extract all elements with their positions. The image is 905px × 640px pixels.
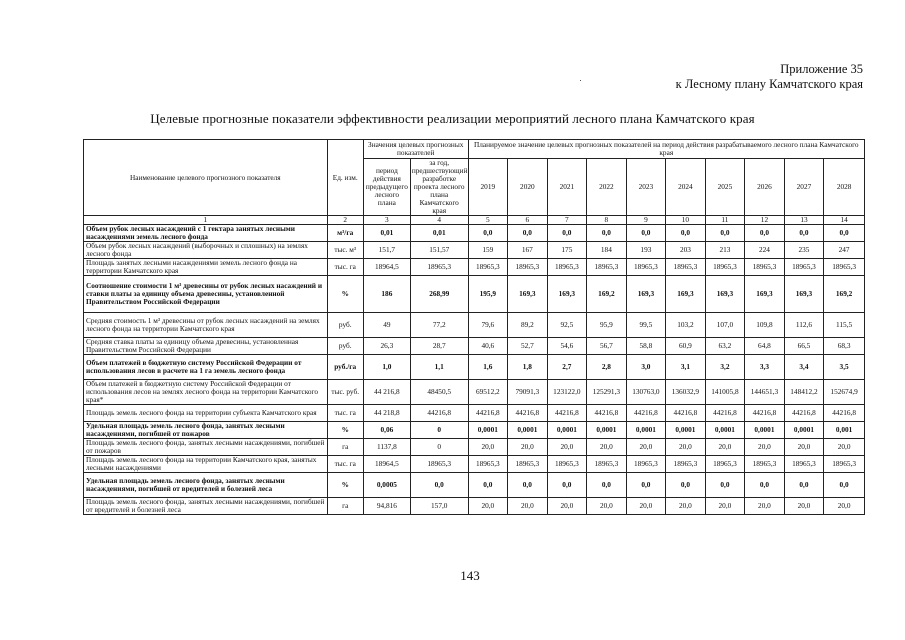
indicator-value: 0,0001	[784, 422, 824, 439]
indicator-value: 109,8	[745, 313, 785, 338]
indicator-unit: тыс. га	[327, 456, 363, 473]
indicator-value: 0,0	[468, 473, 508, 498]
table-row	[84, 259, 865, 276]
indicator-value: 115,5	[824, 313, 865, 338]
indicator-value: 3,1	[666, 355, 706, 380]
table-header	[84, 140, 865, 225]
column-number: 9	[626, 216, 666, 225]
indicator-value: 52,7	[508, 338, 548, 355]
indicator-value: 0,0	[666, 473, 706, 498]
indicator-value: 0	[410, 439, 468, 456]
indicator-value: 18965,3	[547, 456, 587, 473]
indicator-value: 169,3	[508, 276, 548, 313]
indicator-value: 20,0	[666, 439, 706, 456]
table-row	[84, 439, 865, 456]
indicator-value: 18965,3	[705, 259, 745, 276]
indicator-unit: %	[327, 276, 363, 313]
indicator-value: 213	[705, 242, 745, 259]
indicator-value: 18965,3	[410, 456, 468, 473]
indicator-value: 18965,3	[468, 456, 508, 473]
indicator-value: 20,0	[547, 439, 587, 456]
indicator-value: 44216,8	[824, 405, 865, 422]
header-year-before: за год, предшествующий разработке проекта лесного плана Камчатского края	[411, 158, 468, 215]
indicator-value: 0,0001	[705, 422, 745, 439]
indicator-value: 20,0	[824, 498, 865, 515]
indicator-value: 18964,5	[363, 456, 410, 473]
indicator-value: 0,0001	[626, 422, 666, 439]
header-year: 2024	[666, 159, 706, 216]
indicator-value: 20,0	[468, 439, 508, 456]
indicator-value: 20,0	[666, 498, 706, 515]
indicator-value: 20,0	[745, 439, 785, 456]
indicator-name: Площадь земель лесного фонда, занятых лесными насаждениями, погибшей от пожаров	[84, 439, 328, 456]
indicator-value: 169,3	[705, 276, 745, 313]
indicator-value: 103,2	[666, 313, 706, 338]
indicator-value: 77,2	[410, 313, 468, 338]
indicator-value: 1137,8	[363, 439, 410, 456]
indicator-name: Объем платежей в бюджетную систему Российской Федерации от использования лесов в расчете на 1 га земель лесного фонда	[84, 355, 328, 380]
indicator-value: 159	[468, 242, 508, 259]
indicator-unit: га	[327, 439, 363, 456]
indicator-value: 18965,3	[784, 456, 824, 473]
indicator-value: 20,0	[508, 439, 548, 456]
indicator-value: 18965,3	[666, 456, 706, 473]
indicator-value: 20,0	[547, 498, 587, 515]
indicator-value: 2,8	[587, 355, 627, 380]
indicator-value: 18965,3	[745, 456, 785, 473]
indicator-value: 44216,8	[587, 405, 627, 422]
indicator-value: 20,0	[784, 498, 824, 515]
indicator-value: 3,2	[705, 355, 745, 380]
indicator-value: 141005,8	[705, 380, 745, 405]
indicator-value: 0,0	[705, 473, 745, 498]
indicator-value: 79,6	[468, 313, 508, 338]
indicator-value: 20,0	[626, 439, 666, 456]
indicator-value: 169,3	[784, 276, 824, 313]
header-year: 2025	[705, 159, 745, 216]
indicator-value: 0,0	[508, 225, 548, 242]
indicator-value: 54,6	[547, 338, 587, 355]
indicator-value: 20,0	[587, 439, 627, 456]
indicator-value: 148412,2	[784, 380, 824, 405]
indicator-unit: руб.	[327, 338, 363, 355]
indicator-value: 95,9	[587, 313, 627, 338]
indicator-value: 151,57	[410, 242, 468, 259]
indicator-unit: руб.	[327, 313, 363, 338]
indicator-value: 169,3	[547, 276, 587, 313]
indicator-value: 0,01	[410, 225, 468, 242]
indicator-value: 0,0	[824, 473, 865, 498]
column-number: 3	[363, 216, 410, 225]
indicator-value: 125291,3	[587, 380, 627, 405]
header-previous-period: период действия предыдущего лесного плана	[363, 159, 410, 216]
column-number: 11	[705, 216, 745, 225]
indicator-value: 58,8	[626, 338, 666, 355]
indicator-value: 3,5	[824, 355, 865, 380]
indicator-name: Удельная площадь земель лесного фонда, занятых лесными насаждениями, погибшей от вредителей и болезней леса	[84, 473, 328, 498]
table-row	[84, 422, 865, 439]
indicator-value: 18965,3	[745, 259, 785, 276]
indicator-value: 0,0	[626, 225, 666, 242]
header-unit: Ед. изм.	[327, 140, 363, 216]
indicator-value: 2,7	[547, 355, 587, 380]
indicator-value: 0,0	[547, 473, 587, 498]
indicator-value: 0,0	[784, 225, 824, 242]
indicator-value: 56,7	[587, 338, 627, 355]
header-year: 2026	[745, 159, 785, 216]
column-number: 8	[587, 216, 627, 225]
indicator-value: 0,0001	[745, 422, 785, 439]
appendix-number: Приложение 35	[780, 62, 863, 76]
indicator-value: 92,5	[547, 313, 587, 338]
indicator-value: 20,0	[705, 498, 745, 515]
indicator-value: 44 218,8	[363, 405, 410, 422]
indicator-name: Площадь земель лесного фонда на территории субъекта Камчатского края	[84, 405, 328, 422]
indicator-unit: %	[327, 422, 363, 439]
indicator-unit: тыс. м³	[327, 242, 363, 259]
indicator-value: 20,0	[626, 498, 666, 515]
indicator-value: 186	[363, 276, 410, 313]
indicator-value: 18965,3	[587, 259, 627, 276]
indicator-value: 44216,8	[666, 405, 706, 422]
page-number: 143	[460, 568, 480, 583]
indicator-value: 151,7	[363, 242, 410, 259]
indicator-name: Удельная площадь земель лесного фонда, занятых лесными насаждениями, погибшей от пожаров	[84, 422, 328, 439]
indicator-value: 136032,9	[666, 380, 706, 405]
indicator-value: 18965,3	[468, 259, 508, 276]
indicator-value: 224	[745, 242, 785, 259]
indicator-value: 0,0	[587, 225, 627, 242]
column-number: 5	[468, 216, 508, 225]
indicator-value: 44216,8	[784, 405, 824, 422]
header-values-group: Значения целевых прогнозных показателей	[363, 140, 468, 159]
indicator-value: 175	[547, 242, 587, 259]
indicator-unit: га	[327, 498, 363, 515]
indicator-value: 268,99	[410, 276, 468, 313]
indicator-value: 94,816	[363, 498, 410, 515]
indicator-value: 169,2	[824, 276, 865, 313]
indicator-value: 44216,8	[508, 405, 548, 422]
indicator-value: 20,0	[705, 439, 745, 456]
table-row	[84, 456, 865, 473]
indicator-value: 0,0	[784, 473, 824, 498]
indicator-value: 0,0	[547, 225, 587, 242]
table-row	[84, 498, 865, 515]
indicator-value: 0,0001	[666, 422, 706, 439]
indicator-value: 130763,0	[626, 380, 666, 405]
column-number: 10	[666, 216, 706, 225]
indicator-value: 44216,8	[626, 405, 666, 422]
document-title: Целевые прогнозные показатели эффективности реализации мероприятий лесного плана Камчатского края	[150, 111, 755, 126]
indicator-name: Объем рубок лесных насаждений с 1 гектара занятых лесными насаждениями земель лесного фонда	[84, 225, 328, 242]
indicator-value: 0,0	[626, 473, 666, 498]
indicator-value: 1,6	[468, 355, 508, 380]
indicator-value: 66,5	[784, 338, 824, 355]
indicator-value: 0,0001	[508, 422, 548, 439]
indicator-value: 18965,3	[587, 456, 627, 473]
indicator-name: Объем рубок лесных насаждений (выборочных и сплошных) на землях лесного фонда	[84, 242, 328, 259]
indicator-value: 157,0	[410, 498, 468, 515]
indicator-value: 20,0	[508, 498, 548, 515]
indicator-name: Средняя ставка платы за единицу объема древесины, установленная Правительством Российской Федерации	[84, 338, 328, 355]
indicator-value: 89,2	[508, 313, 548, 338]
indicator-value: 1,1	[410, 355, 468, 380]
indicator-name: Площадь занятых лесными насаждениями земель лесного фонда на территории Камчатского края	[84, 259, 328, 276]
indicator-value: 123122,0	[547, 380, 587, 405]
table-row	[84, 242, 865, 259]
indicator-value: 79091,3	[508, 380, 548, 405]
indicator-unit: м³/га	[327, 225, 363, 242]
indicator-value: 20,0	[745, 498, 785, 515]
header-year: 2022	[587, 159, 627, 216]
indicator-value: 1,0	[363, 355, 410, 380]
indicator-value: 0,06	[363, 422, 410, 439]
indicator-value: 1,8	[508, 355, 548, 380]
indicator-value: 193	[626, 242, 666, 259]
indicator-value: 44 216,8	[363, 380, 410, 405]
indicator-value: 44216,8	[705, 405, 745, 422]
indicator-value: 0,0	[468, 225, 508, 242]
indicator-value: 44216,8	[410, 405, 468, 422]
indicator-value: 144651,3	[745, 380, 785, 405]
indicator-value: 169,3	[626, 276, 666, 313]
indicator-value: 99,5	[626, 313, 666, 338]
indicator-value: 107,0	[705, 313, 745, 338]
indicator-value: 18964,5	[363, 259, 410, 276]
indicator-value: 0,0	[745, 473, 785, 498]
indicator-value: 40,6	[468, 338, 508, 355]
indicator-unit: тыс. га	[327, 259, 363, 276]
indicator-value: 69512,2	[468, 380, 508, 405]
table-row	[84, 405, 865, 422]
indicator-name: Площадь земель лесного фонда, занятых лесными насаждениями, погибшей от вредителей и болезней леса	[84, 498, 328, 515]
indicator-value: 18965,3	[784, 259, 824, 276]
indicator-value: 18965,3	[824, 456, 865, 473]
indicator-value: 167	[508, 242, 548, 259]
indicator-value: 0,0	[666, 225, 706, 242]
indicator-value: 18965,3	[508, 456, 548, 473]
table-row	[84, 380, 865, 405]
indicator-name: Средняя стоимость 1 м³ древесины от рубок лесных насаждений на землях лесного фонда на территории Камчатского края	[84, 313, 328, 338]
indicator-value: 0,0	[705, 225, 745, 242]
indicator-value: 0,0001	[587, 422, 627, 439]
indicator-unit: руб./га	[327, 355, 363, 380]
table-row	[84, 338, 865, 355]
indicator-value: 18965,3	[626, 456, 666, 473]
indicator-value: 3,0	[626, 355, 666, 380]
header-indicator-name: Наименование целевого прогнозного показателя	[84, 140, 328, 216]
table-row	[84, 313, 865, 338]
indicator-value: 63,2	[705, 338, 745, 355]
indicator-value: 18965,3	[824, 259, 865, 276]
indicator-value: 112,6	[784, 313, 824, 338]
indicator-value: 169,2	[587, 276, 627, 313]
indicator-value: 0,0	[824, 225, 865, 242]
indicator-value: 0,0005	[363, 473, 410, 498]
indicator-value: 0,0001	[547, 422, 587, 439]
column-number: 1	[84, 216, 328, 225]
indicator-name: Соотношение стоимости 1 м³ древесины от рубок лесных насаждений и ставки платы за единицу объема древесины, установленной Правительством Российской Федерации	[84, 276, 328, 313]
indicator-value: 60,9	[666, 338, 706, 355]
indicator-value: 18965,3	[547, 259, 587, 276]
indicator-value: 0,0	[410, 473, 468, 498]
table-row	[84, 225, 865, 242]
indicator-value: 169,3	[666, 276, 706, 313]
indicator-value: 44216,8	[468, 405, 508, 422]
indicator-value: 195,9	[468, 276, 508, 313]
indicators-table	[83, 139, 865, 515]
indicator-value: 3,3	[745, 355, 785, 380]
indicator-value: 18965,3	[705, 456, 745, 473]
indicator-unit: тыс. га	[327, 405, 363, 422]
column-number: 6	[508, 216, 548, 225]
header-year: 2019	[468, 159, 508, 216]
indicator-value: 18965,3	[626, 259, 666, 276]
scan-speck	[580, 80, 581, 81]
indicator-value: 3,4	[784, 355, 824, 380]
table-row	[84, 473, 865, 498]
indicator-value: 20,0	[784, 439, 824, 456]
indicator-value: 44216,8	[547, 405, 587, 422]
indicator-value: 18965,3	[508, 259, 548, 276]
indicator-name: Объем платежей в бюджетную систему Российской Федерации от использования лесов на землях лесного фонда на территории Камчатского края*	[84, 380, 328, 405]
header-year: 2027	[784, 159, 824, 216]
indicator-value: 184	[587, 242, 627, 259]
indicator-value: 0,0	[745, 225, 785, 242]
column-number: 2	[327, 216, 363, 225]
indicator-value: 28,7	[410, 338, 468, 355]
indicator-value: 20,0	[587, 498, 627, 515]
indicator-value: 20,0	[468, 498, 508, 515]
indicator-unit: тыс. руб.	[327, 380, 363, 405]
indicator-value: 18965,3	[410, 259, 468, 276]
column-number: 13	[784, 216, 824, 225]
indicator-value: 0	[410, 422, 468, 439]
indicator-value: 169,3	[745, 276, 785, 313]
indicator-value: 64,8	[745, 338, 785, 355]
indicator-value: 18965,3	[666, 259, 706, 276]
indicator-unit: %	[327, 473, 363, 498]
column-number: 7	[547, 216, 587, 225]
indicator-value: 235	[784, 242, 824, 259]
indicator-value: 203	[666, 242, 706, 259]
indicator-value: 26,3	[363, 338, 410, 355]
indicator-value: 49	[363, 313, 410, 338]
indicator-name: Площадь земель лесного фонда на территории Камчатского края, занятых лесными насаждениями	[84, 456, 328, 473]
header-year: 2028	[824, 159, 865, 216]
indicator-value: 0,0001	[468, 422, 508, 439]
indicator-value: 68,3	[824, 338, 865, 355]
indicator-value: 0,0	[508, 473, 548, 498]
appendix-reference: к Лесному плану Камчатского края	[675, 77, 863, 91]
header-year: 2023	[626, 159, 666, 216]
column-number: 14	[824, 216, 865, 225]
column-number-row	[84, 216, 865, 225]
indicator-value: 247	[824, 242, 865, 259]
header-year: 2020	[508, 159, 548, 216]
header-planned-group: Планируемое значение целевых прогнозных показателей на период действия разрабатываемого лесного плана Камчатского края	[468, 140, 864, 159]
indicator-value: 0,01	[363, 225, 410, 242]
table-body	[84, 225, 865, 515]
indicator-value: 44216,8	[745, 405, 785, 422]
column-number: 4	[410, 216, 468, 225]
table-row	[84, 355, 865, 380]
indicator-value: 152674,9	[824, 380, 865, 405]
column-number: 12	[745, 216, 785, 225]
indicator-value: 48450,5	[410, 380, 468, 405]
indicator-value: 20,0	[824, 439, 865, 456]
header-year: 2021	[547, 159, 587, 216]
table-row	[84, 276, 865, 313]
indicator-value: 0,001	[824, 422, 865, 439]
indicator-value: 0,0	[587, 473, 627, 498]
appendix-header	[676, 62, 863, 92]
